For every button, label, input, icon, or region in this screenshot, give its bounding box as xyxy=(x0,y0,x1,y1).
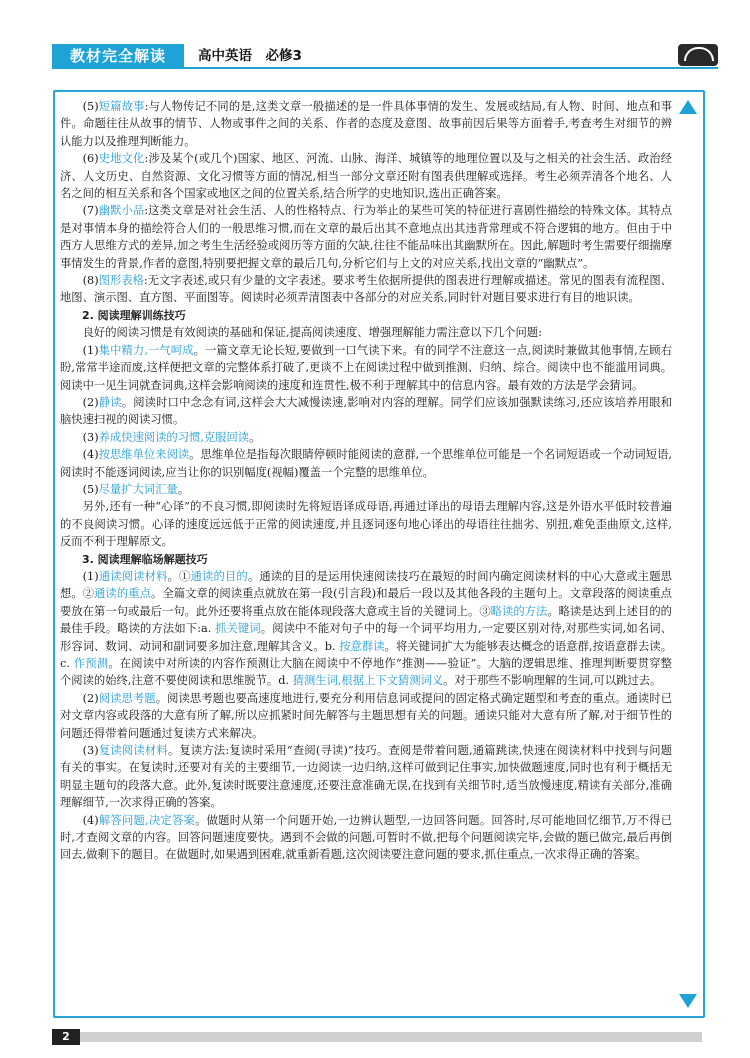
section-heading-exam-tips: 3. 阅读理解临场解题技巧 xyxy=(82,552,208,566)
list-item: (3)复读阅读材料。复读方法:复读时采用“查阅(寻读)”技巧。查阅是带着问题,通篇跳读,快速在阅读材料中找到与问题有关的事实。在复读时,还要对有关的主要细节,一边阅读一边归纳,这样可做到记住事实,加快做题速度,同时也有利于概括无明显主题句的段落大意。此外,复读时既要注意速度,还要注意准确无误,在找到有关细节时,适当放慢速度,精读有关部分,准确理解细节,一次求得正确的答案。 xyxy=(60,744,672,810)
content-body xyxy=(60,98,672,864)
page-footer xyxy=(52,1029,702,1045)
header-title: 高中英语 必修3 xyxy=(198,48,302,64)
paragraph-humor: (7)幽默小品:这类文章是对社会生活、人的性格特点、行为举止的某些可笑的特征进行喜剧性描绘的特殊文体。其特点是对事情本身的描绘符合人们的一般思维习惯,而在文章的最后出其不意地点出其违背常理或不符合逻辑的地方。但由于中西方人思维方式的差异,加之考生生活经验或阅历等方面的欠缺,往往不能品味出其幽默所在。因此,解题时考生需要仔细揣摩事情发生的背景,作者的意图,特别要把握文章的最后几句,分析它们与上文的对应关系,找出文章的“幽默点”。 xyxy=(60,204,672,270)
list-item: (3)养成快速阅读的习惯,克服回读。 xyxy=(82,430,261,444)
publisher-logo-icon xyxy=(678,44,718,66)
page-number: 2 xyxy=(52,1029,80,1045)
scrollbar[interactable] xyxy=(677,96,699,1012)
paragraph-graphs-tables: (8)图形表格:无文字表述,或只有少量的文字表述。要求考生依据所提供的图表进行理解或描述。常见的图表有流程图、地图、演示图、直方图、平面图等。阅读时必须弄清图表中各部分的对应关系,同时针对题目要求进行有目的地识读。 xyxy=(60,274,672,305)
list-item: (4)按思维单位来阅读。思维单位是指每次眼睛停顿时能阅读的意群,一个思维单位可能是一个名词短语或一个动词短语,阅读时不能逐词阅读,应当让你的识别幅度(视幅)覆盖一个完整的思维单位。 xyxy=(60,448,672,479)
header-rule xyxy=(52,67,718,69)
list-item: (1)通读阅读材料。①通读的目的。通读的目的是运用快速阅读技巧在最短的时间内确定阅读材料的中心大意或主题思想。②通读的重点。全篇文章的阅读重点就放在第一段(引言段)和最后一段以及其他各段的主题句上。文章段落的阅读重点要放在第一句或最后一句。此外还要将重点放在能体现段落大意或主旨的关键词上。③略读的方法。略读是达到上述目的的最佳手段。略读的方法如下:a. 抓关键词。阅读中不能对句子中的每一个词平均用力,一定要区别对待,对那些实词,如名词、形容词、数词、动词和副词要多加注意,理解其含义。b. 按意群读。将关键词扩大为能够表达概念的语意群,按语意群去读。c. 作预测。在阅读中对所读的内容作预测让大脑在阅读中不停地作“推测——验证”。大脑的逻辑思维、推理判断要贯穿整个阅读的始终,注意不要使阅读和思维脱节。d. 猜测生词,根据上下文猜测词义。对于那些不影响理解的生词,可以跳过去。 xyxy=(60,569,672,688)
list-item: (5)尽量扩大词汇量。 xyxy=(82,482,190,496)
list-item: (2)静读。阅读时口中念念有词,这样会大大减慢读速,影响对内容的理解。同学们应该加强默读练习,还应该培养用眼和脑快速扫视的阅读习惯。 xyxy=(60,395,672,427)
list-item: (2)阅读思考题。阅读思考题也要高速度地进行,要充分利用信息词或提问的固定格式确定题型和考查的重点。通读时已对文章内容或段落的大意有所了解,所以应抓紧时间先解答与主题思想有关的问题。通读只能对大意有所了解,对于细节性的问题还得带着问题通过复读方式来解决。 xyxy=(60,691,672,740)
scroll-up-arrow-icon[interactable] xyxy=(679,100,697,114)
footer-bar xyxy=(80,1032,702,1042)
header-tab-label: 教材完全解读 xyxy=(52,44,184,68)
paragraph-history-geography: (6)史地文化:涉及某个(或几个)国家、地区、河流、山脉、海洋、城镇等的地理位置以及与之相关的社会生活、政治经济、人文历史、自然资源、文化习惯等方面的情况,相当一部分文章还附有图表供理解或选择。考生必须弄清各个地名、人名之间的相互关系和各个国家或地区之间的位置关系,结合所学的史地知识,选出正确答案。 xyxy=(60,152,672,201)
section-heading-training: 2. 阅读理解训练技巧 xyxy=(82,308,186,322)
paragraph-mental-translation: 另外,还有一种“心译”的不良习惯,即阅读时先将短语译成母语,再通过译出的母语去理解内容,这是外语水平低时较普遍的不良阅读习惯。心译的速度远远低于正常的阅读速度,并且逐词逐句地心译出的母语往往拙劣、别扭,难免歪曲原文,这样,反而不利于理解原文。 xyxy=(60,500,672,549)
list-item: (4)解答问题,决定答案。做题时从第一个问题开始,一边辨认题型,一边回答问题。回答时,尽可能地回忆细节,万不得已时,才查阅文章的内容。回答问题速度要快。遇到不会做的问题,可暂时不做,把每个问题阅读完毕,会做的题已做完,最后再倒回去,做剩下的题目。在做题时,如果遇到困难,就重新看题,这次阅读要注意问题的要求,抓住重点,一次求得正确的答案。 xyxy=(60,813,672,862)
page-header xyxy=(52,44,718,68)
list-item: (1)集中精力,一气呵成。一篇文章无论长短,要做到一口气读下来。有的同学不注意这一点,阅读时兼做其他事情,左顾右盼,常常半途而废,这样便把文章的完整体系打破了,更谈不上在阅读过程中做到推测、归纳、综合。阅读中也不能滥用词典。阅读中一见生词就查词典,这样会影响阅读的速度和连贯性,极不利于理解其中的信息内容。最有效的方法是学会猜词。 xyxy=(60,343,672,392)
section-intro: 良好的阅读习惯是有效阅读的基础和保证,提高阅读速度、增强理解能力需注意以下几个问题: xyxy=(82,326,542,340)
scroll-down-arrow-icon[interactable] xyxy=(679,994,697,1008)
paragraph-short-story: (5)短篇故事:与人物传记不同的是,这类文章一般描述的是一件具体事情的发生、发展或结局,有人物、时间、地点和事件。命题往往从故事的情节、人物或事件之间的关系、作者的态度及意图、故事前因后果等方面着手,考查考生对细节的辨认能力以及推理判断能力。 xyxy=(60,100,672,148)
